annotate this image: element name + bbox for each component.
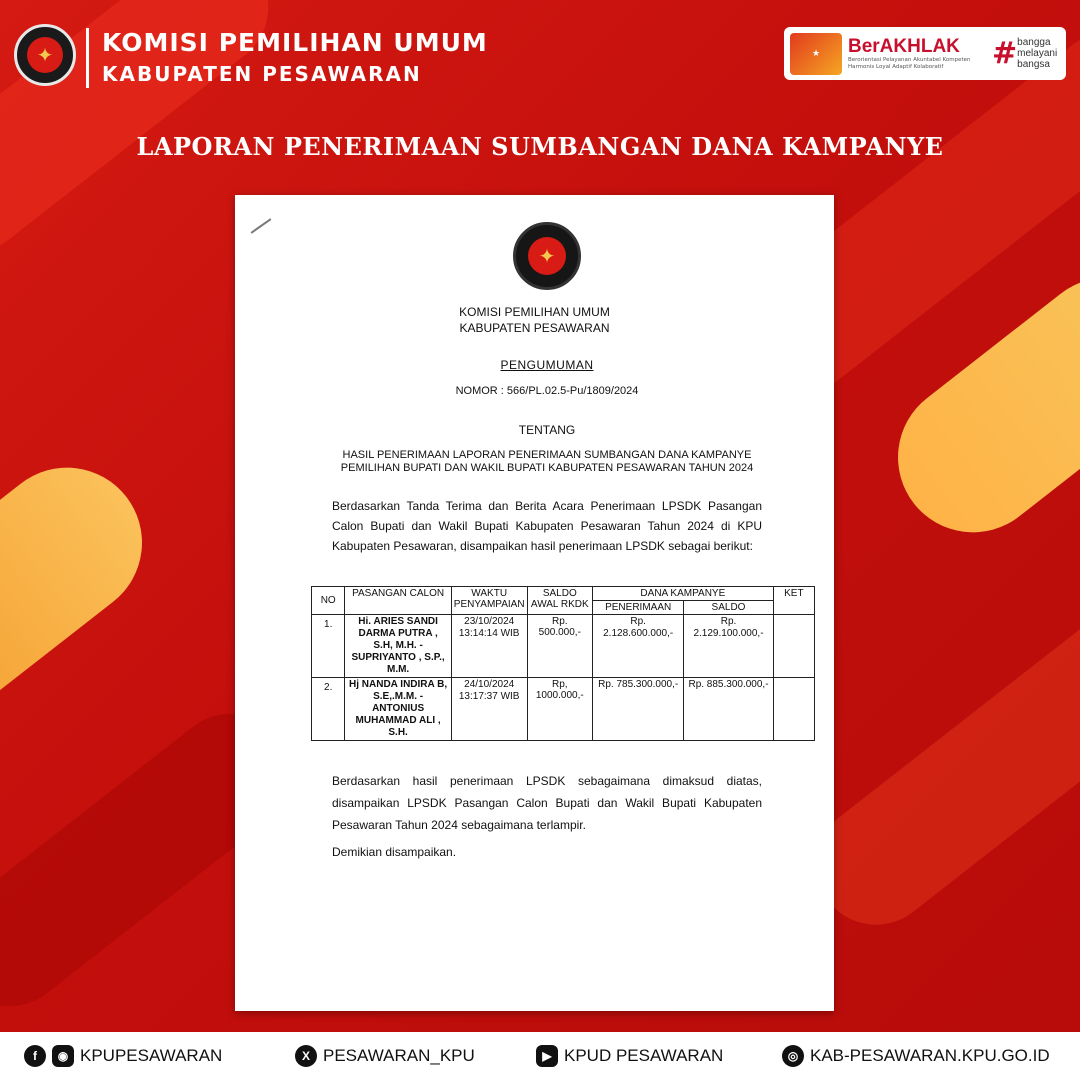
doc-paragraph: Berdasarkan Tanda Terima dan Berita Acara Penerimaan LPSDK Pasangan Calon Bupati dan Wakil Bupati Kabupaten Pesawaran Tahun 2024 di KPU Kabupaten Pesawaran, disampaikan hasil penerimaan LPSDK sebagai berikut: xyxy=(332,499,762,553)
org-region: KABUPATEN PESAWARAN xyxy=(102,62,422,86)
pen-mark xyxy=(251,218,272,233)
table-row: 1. Hi. ARIES SANDI DARMA PUTRA , S.H, M.H. - SUPRIYANTO , S.P., M.M. 23/10/2024 13:14:14 WIB Rp. 500.000,- Rp. 2.128.600.000,- Rp. 2.129.100.000,- xyxy=(312,615,815,678)
header xyxy=(0,0,1080,120)
footer-social-youtube[interactable]: ▶ KPUD PESAWARAN xyxy=(536,1045,723,1067)
footer-social-x[interactable]: X PESAWARAN_KPU xyxy=(295,1045,475,1067)
doc-kpu-logo xyxy=(513,222,581,290)
instagram-icon[interactable]: ◉ xyxy=(52,1045,74,1067)
results-table xyxy=(311,586,815,741)
doc-paragraph: Berdasarkan hasil penerimaan LPSDK sebagaimana dimaksud diatas, disampaikan LPSDK Pasangan Calon Bupati dan Wakil Bupati Kabupaten Pesawaran Tahun 2024 sebagaimana terlampir. xyxy=(332,774,762,832)
doc-org-name: KOMISI PEMILIHAN UMUM xyxy=(459,305,610,319)
garuda-icon: ✦ xyxy=(528,237,566,275)
badge-tagline: Berorientasi Pelayanan Akuntabel Kompeten Harmonis Loyal Adaptif Kolaboratif xyxy=(848,56,971,70)
doc-closing: Demikian disampaikan. xyxy=(332,845,457,859)
org-name: KOMISI PEMILIHAN UMUM xyxy=(102,28,488,57)
doc-title: PENGUMUMAN xyxy=(500,358,594,372)
announcement-document xyxy=(235,195,834,1011)
doc-number: NOMOR : 566/PL.02.5-Pu/1809/2024 xyxy=(455,385,639,397)
col-ket: KET xyxy=(773,587,814,615)
doc-org-region: KABUPATEN PESAWARAN xyxy=(459,321,610,335)
col-dana-kampanye: DANA KAMPANYE xyxy=(593,587,774,601)
x-icon[interactable]: X xyxy=(295,1045,317,1067)
bg-stripe xyxy=(792,571,1080,949)
col-penerimaan: PENERIMAAN xyxy=(593,601,684,615)
globe-icon[interactable]: ◎ xyxy=(782,1045,804,1067)
youtube-icon[interactable]: ▶ xyxy=(536,1045,558,1067)
hashtag-icon: # xyxy=(992,35,1018,71)
garuda-icon: ✦ xyxy=(27,37,63,73)
facebook-icon[interactable]: f xyxy=(24,1045,46,1067)
col-waktu: WAKTU PENYAMPAIAN xyxy=(451,587,527,615)
badge-slogan: bangga melayani bangsa xyxy=(1017,37,1058,70)
header-divider xyxy=(86,28,89,88)
footer-social-facebook-instagram[interactable]: f ◉ KPUPESAWARAN xyxy=(24,1045,222,1067)
col-saldo: SALDO xyxy=(684,601,773,615)
badge-brand: BerAKHLAK xyxy=(848,35,960,57)
col-no: NO xyxy=(312,587,345,615)
page-title: LAPORAN PENERIMAAN SUMBANGAN DANA KAMPANYE xyxy=(136,132,944,161)
kpu-logo xyxy=(14,24,76,86)
bg-stripe-orange xyxy=(0,437,172,752)
berakhlak-badge xyxy=(784,27,1066,80)
footer-website[interactable]: ◎ KAB-PESAWARAN.KPU.GO.ID xyxy=(782,1045,1050,1067)
col-calon: PASANGAN CALON xyxy=(345,587,451,615)
col-saldo-awal: SALDO AWAL RKDK xyxy=(527,587,592,615)
doc-tentang: TENTANG xyxy=(518,423,576,437)
berakhlak-emblem-icon: ★ xyxy=(790,33,842,75)
doc-subject: HASIL PENERIMAAN LAPORAN PENERIMAAN SUMBANGAN DANA KAMPANYE PEMILIHAN BUPATI DAN WAKIL BUPATI KABUPATEN PESAWARAN TAHUN 2024 xyxy=(340,449,754,474)
table-row: 2. Hj NANDA INDIRA B, S.E,.M.M. - ANTONIUS MUHAMMAD ALI , S.H. 24/10/2024 13:17:37 WIB Rp, 1000.000,- Rp. 785.300.000,- Rp. 885.300.000,- xyxy=(312,678,815,741)
